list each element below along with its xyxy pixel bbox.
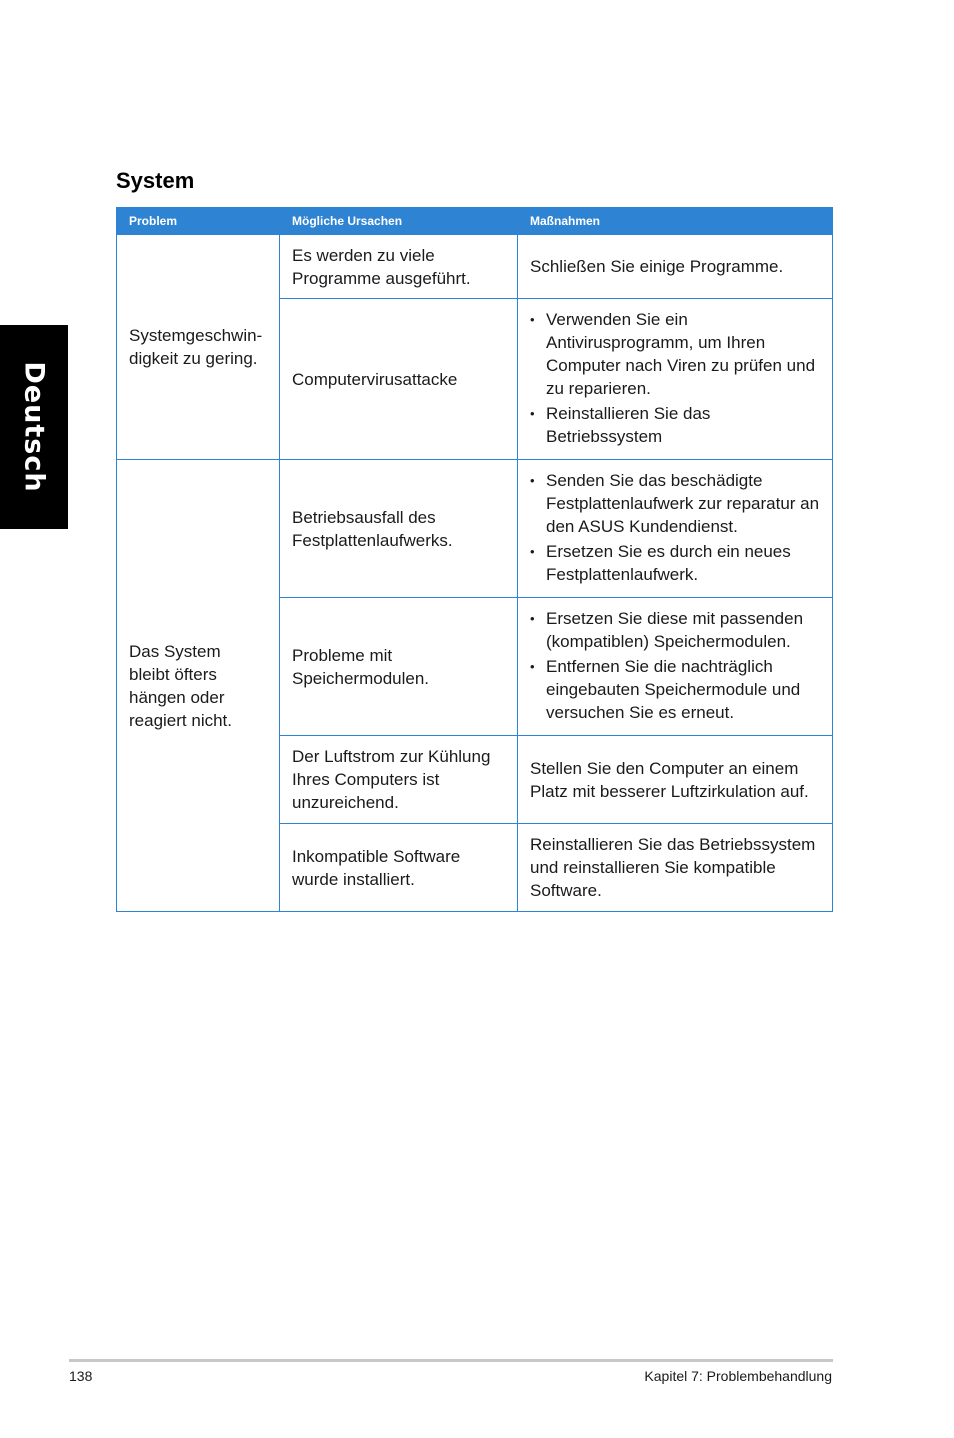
action-item: • Reinstallieren Sie das Betriebssystem bbox=[530, 402, 820, 448]
header-actions: Maßnahmen bbox=[518, 208, 833, 235]
action-cell: Schließen Sie einige Programme. bbox=[518, 235, 833, 299]
language-side-tab bbox=[0, 325, 68, 529]
chapter-title: Kapitel 7: Problembehandlung bbox=[644, 1368, 832, 1384]
cause-cell: Der Luftstrom zur Kühlung Ihres Computers ist unzureichend. bbox=[280, 736, 518, 824]
action-item: • Verwenden Sie ein Antivirusprogramm, um Ihren Computer nach Viren zu prüfen und zu reparieren. bbox=[530, 308, 820, 400]
action-item: • Ersetzen Sie es durch ein neues Festplattenlaufwerk. bbox=[530, 540, 820, 586]
page-number: 138 bbox=[69, 1368, 93, 1384]
problem-cell: Das System bleibt öfters hängen oder reagiert nicht. bbox=[117, 460, 280, 912]
cause-cell: Betriebsausfall des Festplattenlaufwerks. bbox=[280, 460, 518, 598]
cause-cell: Inkompatible Software wurde installiert. bbox=[280, 824, 518, 912]
cause-cell: Computervirusattacke bbox=[280, 299, 518, 460]
cause-cell: Probleme mit Speichermodulen. bbox=[280, 598, 518, 736]
section-title: System bbox=[116, 168, 195, 193]
language-label: Deutsch bbox=[18, 361, 50, 493]
header-problem: Problem bbox=[117, 208, 280, 235]
action-list bbox=[530, 308, 820, 448]
cause-cell: Es werden zu viele Programme ausgeführt. bbox=[280, 235, 518, 299]
action-cell bbox=[518, 598, 833, 736]
problem-cell: Systemgeschwin- digkeit zu gering. bbox=[117, 235, 280, 460]
action-item: • Senden Sie das beschädigte Festplattenlaufwerk zur reparatur an den ASUS Kundendienst. bbox=[530, 469, 820, 538]
table-body bbox=[117, 235, 833, 912]
table-row bbox=[117, 235, 833, 299]
footer-divider bbox=[69, 1359, 833, 1362]
action-item: • Entfernen Sie die nachträglich eingebauten Speichermodule und versuchen Sie es erneut. bbox=[530, 655, 820, 724]
action-cell bbox=[518, 299, 833, 460]
action-cell bbox=[518, 460, 833, 598]
action-list bbox=[530, 607, 820, 724]
action-item: • Ersetzen Sie diese mit passenden (kompatiblen) Speichermodulen. bbox=[530, 607, 820, 653]
action-cell: Reinstallieren Sie das Betriebssystem und reinstallieren Sie kompatible Software. bbox=[518, 824, 833, 912]
table-row bbox=[117, 460, 833, 598]
header-causes: Mögliche Ursachen bbox=[280, 208, 518, 235]
action-list bbox=[530, 469, 820, 586]
table-header-row bbox=[117, 208, 833, 235]
action-cell: Stellen Sie den Computer an einem Platz mit besserer Luftzirkulation auf. bbox=[518, 736, 833, 824]
troubleshooting-table bbox=[116, 207, 833, 912]
